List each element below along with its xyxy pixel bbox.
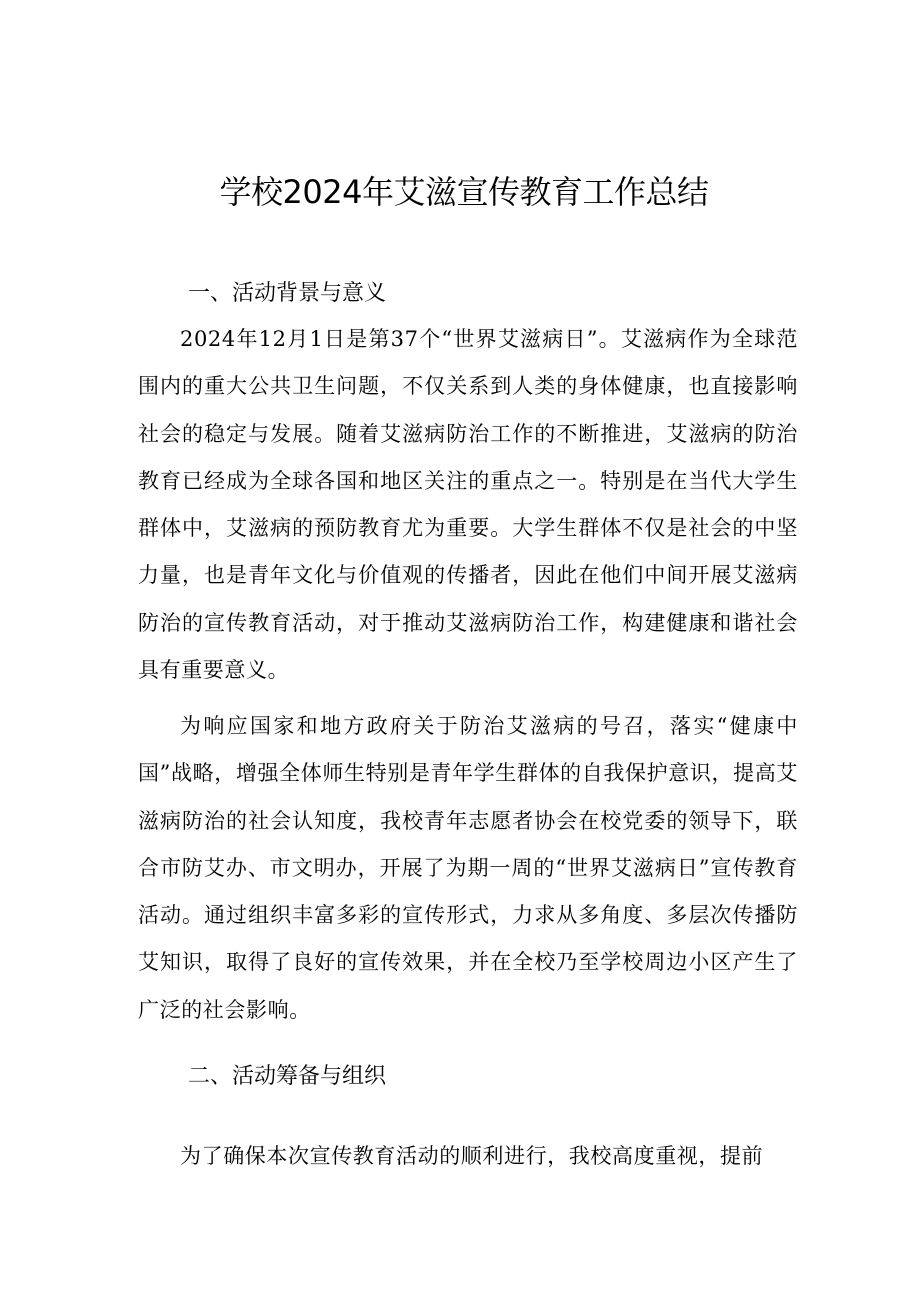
paragraph-background-1: 2024年12月1日是第37个“世界艾滋病日”。艾滋病作为全球范围内的重大公共卫生问题，不仅关系到人类的身体健康，也直接影响社会的稳定与发展。随着艾滋病防治工作的不断推进，艾滋病的防治教育已经成为全球各国和地区关注的重点之一。特别是在当代大学生群体中，艾滋病的预防教育尤为重要。大学生群体不仅是社会的中坚力量，也是青年文化与价值观的传播者，因此在他们中间开展艾滋病防治的宣传教育活动，对于推动艾滋病防治工作，构建健康和谐社会具有重要意义。	[138, 327, 798, 683]
paragraph-background-2: 为响应国家和地方政府关于防治艾滋病的号召，落实“健康中国”战略，增强全体师生特别是青年学生群体的自我保护意识，提高艾滋病防治的社会认知度，我校青年志愿者协会在校党委的领导下，联合市防艾办、市文明办，开展了为期一周的“世界艾滋病日”宣传教育活动。通过组织丰富多彩的宣传形式，力求从多角度、多层次传播防艾知识，取得了良好的宣传效果，并在全校乃至学校周边小区产生了广泛的社会影响。	[138, 714, 798, 1022]
paragraph-organization-1: 为了确保本次宣传教育活动的顺利进行，我校高度重视，提前	[180, 1144, 764, 1168]
section-heading-organization: 二、活动筹备与组织	[188, 1064, 387, 1089]
document-title: 学校2024年艾滋宣传教育工作总结	[219, 173, 709, 211]
section-heading-background: 一、活动背景与意义	[188, 281, 387, 306]
